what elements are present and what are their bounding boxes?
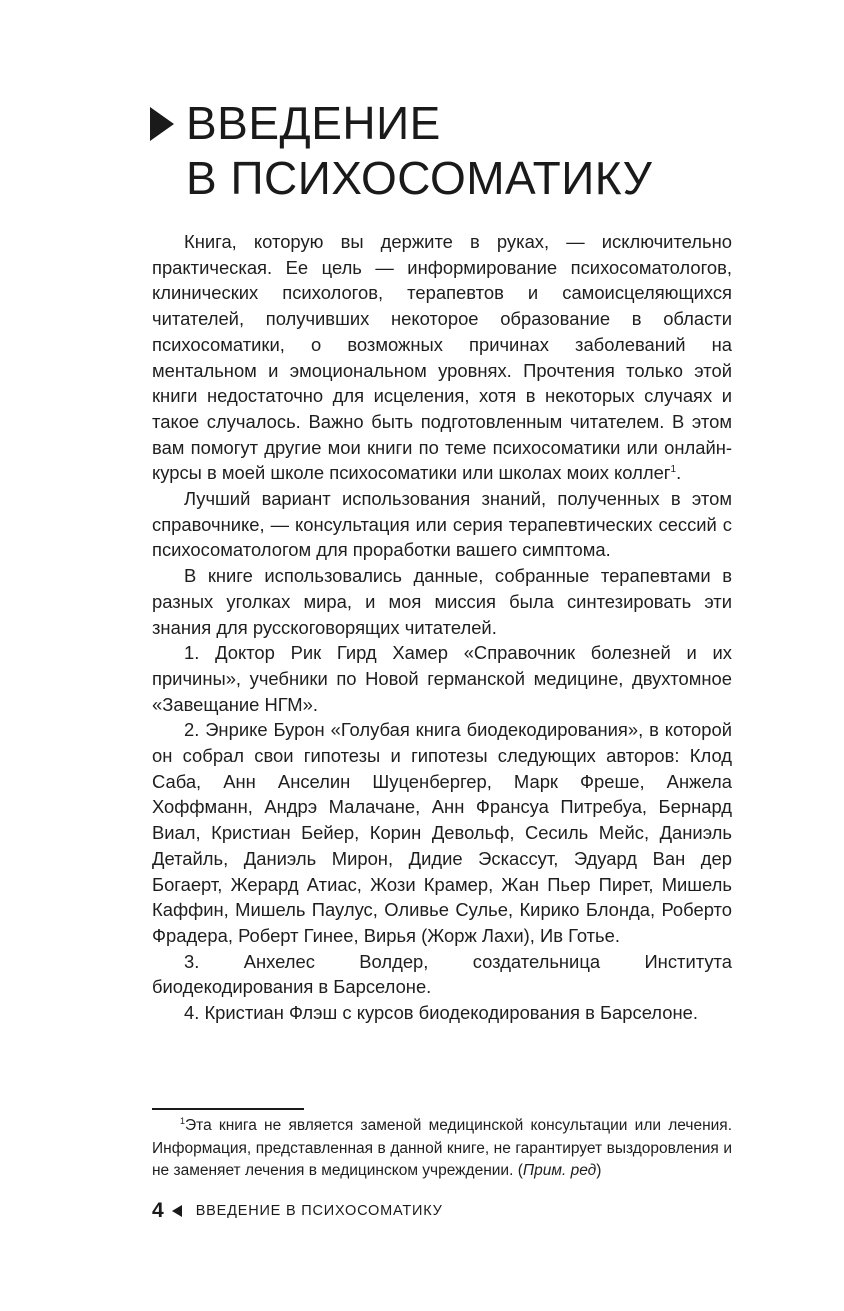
footnote-reference[interactable]: 1 [670,464,677,476]
paragraph-1-text: Книга, которую вы держите в руках, — исключительно практическая. Ее цель — информирование психосоматологов, клинических психологов, терапевтов и самоисцеляющихся читателей, получивших некоторое образование в области психосоматики, о возможных причинах заболеваний на ментальном и эмоциональном уровнях. Прочтения только этой книги недостаточно для исцеления, хотя в некоторых случаях и такое случалось. Важно быть подготовленным читателем. В этом вам помогут другие мои книги по теме психосоматики или онлайн-курсы в моей школе психосоматики или школах моих коллег [152,231,732,484]
footnote-marker: 1 [180,1115,186,1126]
footnote-divider [152,1108,304,1110]
source-item-4: 4. Кристиан Флэш с курсов биодекодирования в Барселоне. [184,1002,698,1024]
paragraph-1 [152,229,732,486]
running-head: ВВЕДЕНИЕ В ПСИХОСОМАТИКУ [195,1203,443,1219]
paragraph-3: В книге использовались данные, собранные терапевтами в разных уголках мира, и моя миссия была синтезировать эти знания для русскоговорящих читателей. [152,565,732,638]
page-footer [152,1199,443,1223]
footnote [152,1115,732,1183]
source-item-1: 1. Доктор Рик Гирд Хамер «Справочник болезней и их причины», учебники по Новой германской медицине, двухтомное «Завещание НГМ». [152,642,732,715]
triangle-left-icon [172,1205,182,1217]
chapter-title-text-1: ВВЕДЕНИЕ [186,97,441,149]
body-text [152,229,732,1026]
footnote-editor-note: Прим. ред [522,1162,597,1179]
page-number: 4 [152,1199,164,1222]
chapter-title [150,96,770,206]
source-item-2: 2. Энрике Бурон «Голубая книга биодекодирования», в которой он собрал свои гипотезы и гипотезы следующих авторов: Клод Саба, Анн Анселин Шуценбергер, Марк Фреше, Анжела Хоффманн, Андрэ Малачане, Анн Франсуа Питребуа, Бернард Виал, Кристиан Бейер, Корин Девольф, Сесиль Мейс, Даниэль Детайль, Даниэль Мирон, Дидие Эскассут, Эдуард Ван дер Богаерт, Жерард Атиас, Жози Крамер, Жан Пьер Пирет, Мишель Каффин, Мишель Паулус, Оливье Сулье, Кирико Блонда, Роберто Фрадера, Роберт Гинее, Вирья (Жорж Лахи), Ив Готье. [152,719,732,946]
paragraph-2: Лучший вариант использования знаний, полученных в этом справочнике, — консультация или серия терапевтических сессий с психосоматологом для проработки вашего симптома. [152,488,732,561]
chapter-title-line-2: В ПСИХОСОМАТИКУ [186,152,653,204]
chapter-title-line-1 [150,96,770,151]
source-item-3: 3. Анхелес Волдер, создательница Института биодекодирования в Барселоне. [152,950,732,998]
triangle-right-icon [150,107,174,141]
footnote-close: ) [596,1162,602,1179]
footnote-paragraph [152,1115,732,1183]
paragraph-1-end: . [676,462,682,484]
footnote-text: Эта книга не является заменой медицинской консультации или лечения. Информация, представленная в данной книге, не гарантирует выздоровления и не заменяет лечения в медицинском учреждении. ( [152,1117,732,1179]
